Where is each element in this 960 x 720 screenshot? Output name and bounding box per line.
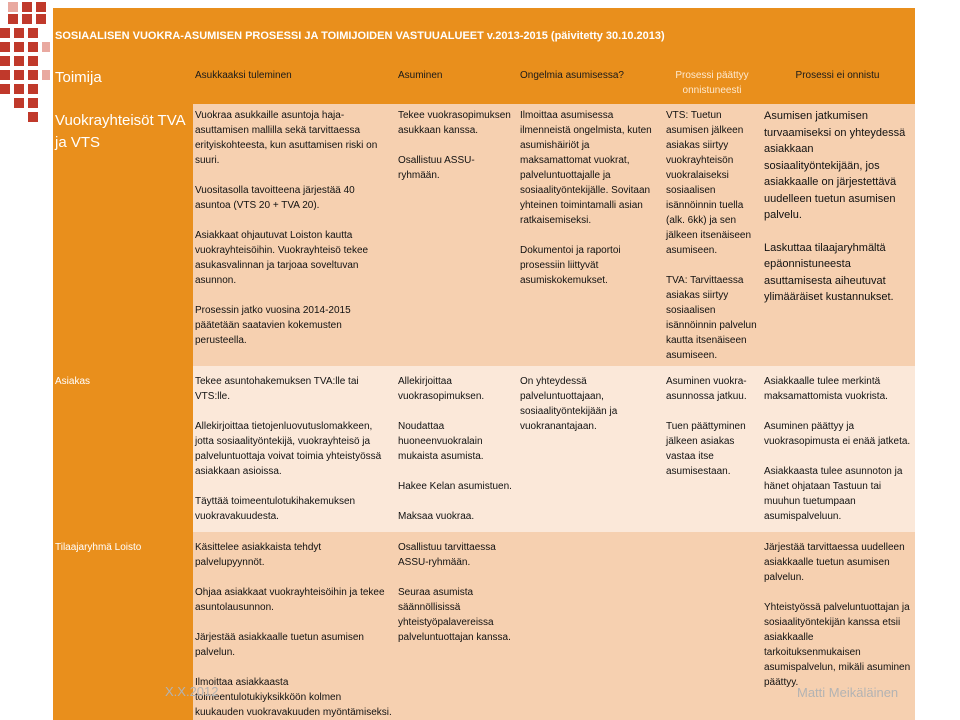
table-cell	[193, 532, 396, 720]
cell-text: Tekee asuntohakemuksen TVA:lle tai VTS:lle.	[195, 376, 359, 402]
table-header-row	[53, 64, 915, 104]
cell-text: Osallistuu tarvittaessa ASSU-ryhmään.	[398, 542, 496, 568]
cell-text: Asiakkaalle tulee merkintä maksamattomista vuokrista.	[764, 376, 888, 402]
cell-text: Dokumentoi ja raportoi prosessiin liittyvät asumiskokemukset.	[520, 245, 621, 286]
cell-text: Järjestää tarvittaessa uudelleen asiakkaalle tuetun asumisen palvelun.	[764, 542, 905, 583]
table-cell	[396, 104, 518, 366]
cell-text: VTS: Tuetun asumisen jälkeen asiakas siirtyy vuokrayhteisön vuokralaiseksi sosiaalisen isännöinnin tuella (alk. 6kk) ja sen jälkeen itsenäiseen asumiseen.	[666, 110, 752, 256]
cell-text: Ilmoittaa asiakkaasta toimeentulotukiyksikköön kolmen kuukauden vuokravakuuden myöntämiseksi.	[195, 677, 392, 718]
table-row-client	[53, 366, 915, 532]
cell-text: TVA: Tarvittaessa asiakas siirtyy sosiaalisen isännöinnin palvelun kautta itsenäiseen asumiseen.	[666, 275, 757, 361]
row-label: Vuokrayhteisöt TVA ja VTS	[53, 104, 193, 366]
cell-text: Yhteistyössä palveluntuottajan ja sosiaalityöntekijän kanssa etsii asiakkaalle tarkoituksenmukaisen asumispalvelun, mikäli asuminen päättyy.	[764, 602, 911, 688]
cell-text: Seuraa asumista säännöllisissä yhteistyöpalavereissa palveluntuottajan kanssa.	[398, 587, 511, 643]
cell-text: Täyttää toimeentulotukihakemuksen vuokravakuudesta.	[195, 496, 356, 522]
table-cell-empty	[664, 532, 762, 720]
cell-text: On yhteydessä palveluntuottajaan, sosiaalityöntekijään ja vuokranantajaan.	[520, 376, 618, 432]
table-cell	[518, 104, 664, 366]
table-cell	[518, 366, 664, 532]
header-becoming-tenant: Asukkaaksi tuleminen	[195, 70, 292, 81]
cell-text: Järjestää asiakkaalle tuetun asumisen palvelun.	[195, 632, 364, 658]
organization-logo	[0, 0, 50, 130]
table-row-housing-associations	[53, 104, 915, 366]
table-cell-empty	[518, 532, 664, 720]
cell-text: Ilmoittaa asumisessa ilmenneistä ongelmista, kuten asumishäiriöt ja maksamattomat vuokrat, palveluntuottajalle ja sosiaalityöntekijälle. Sovitaan yhteinen toimintamalli asian ratkaisemiseksi.	[520, 110, 652, 226]
cell-text: Prosessin jatko vuosina 2014-2015 päätetään saatavien kokemusten perusteella.	[195, 305, 351, 346]
header-process-failure: Prosessi ei onnistu	[795, 70, 880, 81]
cell-text: Asumisen jatkumisen turvaamiseksi on yhteydessä asiakkaan sosiaalityöntekijään, jos asiakkaalle on järjestettävä uudelleen tuetun asumisen palvelu.	[764, 110, 906, 221]
cell-text: Tekee vuokrasopimuksen asukkaan kanssa.	[398, 110, 511, 136]
cell-text: Allekirjoittaa tietojenluovutuslomakkeen, jotta sosiaalityöntekijä, vuokrayhteisö ja palveluntuottaja voivat toimia yhteistyössä asiakkaan asioissa.	[195, 421, 382, 477]
cell-text: Asuminen vuokra- asunnossa jatkuu.	[666, 376, 747, 402]
cell-text: Vuokraa asukkaille asuntoja haja- asuttamisen mallilla sekä tarvittaessa erityiskohteesta, kun asuttamisen riski on suuri.	[195, 110, 378, 166]
table-cell	[664, 366, 762, 532]
cell-text: Osallistuu ASSU-ryhmään.	[398, 155, 475, 181]
cell-text: Maksaa vuokraa.	[398, 511, 475, 522]
header-living: Asuminen	[398, 70, 443, 81]
document-title: SOSIAALISEN VUOKRA-ASUMISEN PROSESSI JA TOIMIJOIDEN VASTUUALUEET v.2013-2015 (päivitetty 30.10.2013)	[53, 8, 915, 64]
row-label: Tilaajaryhmä Loisto	[53, 532, 193, 720]
header-process-success: Prosessi päättyy onnistuneesti	[675, 70, 749, 96]
header-actor: Toimija	[55, 69, 102, 86]
cell-text: Hakee Kelan asumistuen.	[398, 481, 512, 492]
cell-text: Asiakkaat ohjautuvat Loiston kautta vuokrayhteisöihin. Vuokrayhteisö tekee asukasvalinnan ja tarjoaa soveltuvan asunnon.	[195, 230, 369, 286]
table-cell	[396, 366, 518, 532]
footer-author: Matti Meikäläinen	[797, 685, 899, 700]
cell-text: Ohjaa asiakkaat vuokrayhteisöihin ja tekee asuntolausunnon.	[195, 587, 385, 613]
cell-text: Noudattaa huoneenvuokralain mukaista asumista.	[398, 421, 484, 462]
table-cell	[193, 366, 396, 532]
table-cell	[664, 104, 762, 366]
table-cell	[762, 366, 915, 532]
table-cell	[193, 104, 396, 366]
cell-text: Käsittelee asiakkaista tehdyt palvelupyynnöt.	[195, 542, 322, 568]
table-cell	[396, 532, 518, 720]
cell-text: Tuen päättyminen jälkeen asiakas vastaa itse asumisestaan.	[666, 421, 746, 477]
footer-date: X.X.2012	[165, 684, 219, 699]
cell-text: Asuminen päättyy ja vuokrasopimusta ei enää jatketa.	[764, 421, 911, 447]
cell-text: Vuositasolla tavoitteena järjestää 40 asuntoa (VTS 20 + TVA 20).	[195, 185, 355, 211]
row-label: Asiakas	[53, 366, 193, 532]
cell-text: Asiakkaasta tulee asunnoton ja hänet ohjataan Tastuun tai muuhun tuetumpaan asumispalveluun.	[764, 466, 903, 522]
header-problems: Ongelmia asumisessa?	[520, 70, 624, 81]
cell-text: Allekirjoittaa vuokrasopimuksen.	[398, 376, 485, 402]
table-cell	[762, 104, 915, 366]
cell-text: Laskuttaa tilaajaryhmältä epäonnistuneesta asuttamisesta aiheutuvat ylimääräiset kustannukset.	[764, 241, 894, 303]
